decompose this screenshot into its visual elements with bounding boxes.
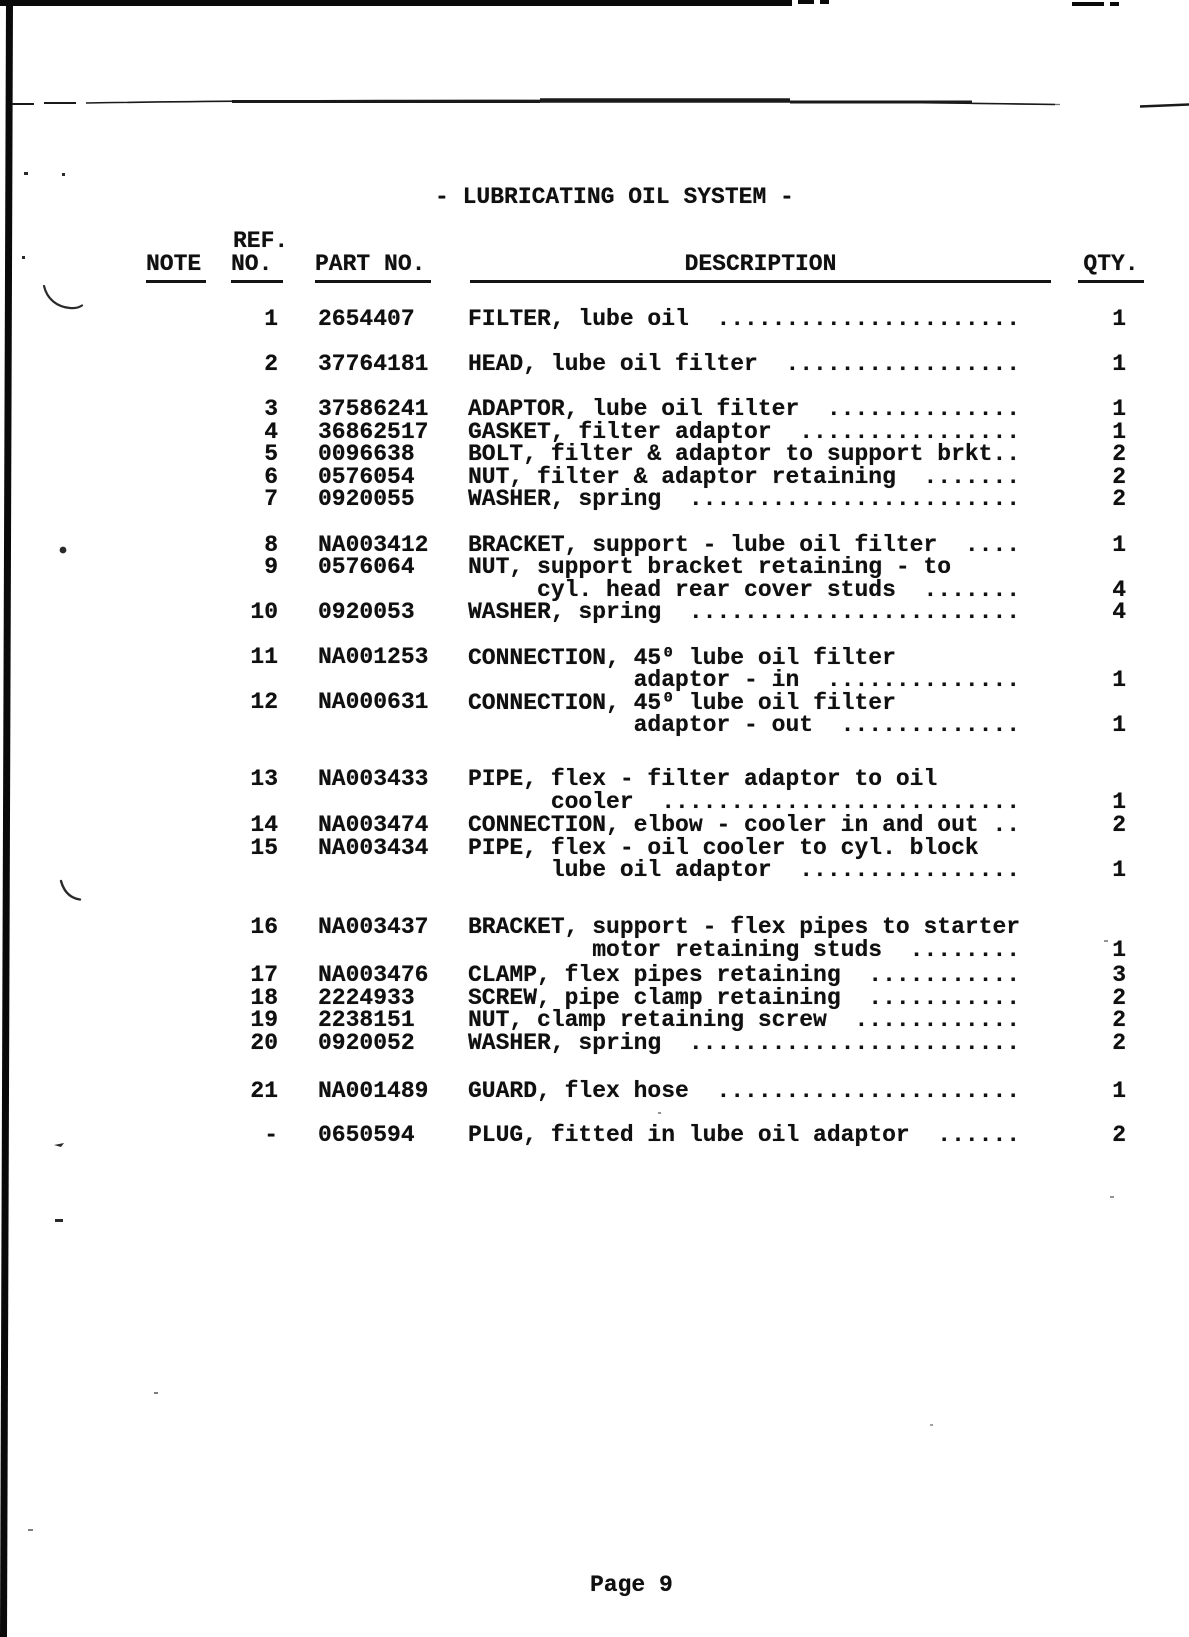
part-cell: 0920053 bbox=[318, 599, 415, 625]
table-row bbox=[0, 532, 1189, 556]
handwritten-check-mark-1 bbox=[44, 286, 82, 308]
qty-header: QTY. bbox=[1078, 251, 1144, 283]
qty-cell: 3 bbox=[1112, 962, 1126, 988]
table-row bbox=[0, 306, 1189, 330]
desc-cell: FILTER, lube oil ...................... bbox=[468, 306, 1021, 332]
part-cell: 2654407 bbox=[318, 306, 415, 332]
desc-cell: WASHER, spring ........................ bbox=[468, 599, 1021, 625]
desc-cell: CONNECTION, 45⁰ lube oil filter bbox=[468, 690, 896, 716]
part-cell: NA003437 bbox=[318, 914, 429, 940]
ref-cell: 21 bbox=[250, 1078, 278, 1104]
qty-cell: 2 bbox=[1112, 985, 1126, 1011]
ref-cell: 5 bbox=[264, 441, 278, 467]
part-cell: 0096638 bbox=[318, 441, 415, 467]
handwritten-check-mark-2 bbox=[61, 881, 80, 900]
ref-cell: 12 bbox=[250, 689, 278, 715]
qty-cell: 1 bbox=[1112, 857, 1126, 883]
qty-cell: 1 bbox=[1112, 396, 1126, 422]
desc-cell: PLUG, fitted in lube oil adaptor ...... bbox=[468, 1122, 1021, 1148]
table-row bbox=[0, 1007, 1189, 1031]
table-row bbox=[0, 712, 1189, 736]
table-row bbox=[0, 1030, 1189, 1054]
part-cell: 0650594 bbox=[318, 1122, 415, 1148]
table-row bbox=[0, 789, 1189, 813]
part-cell: 37764181 bbox=[318, 351, 429, 377]
desc-cell: HEAD, lube oil filter ................. bbox=[468, 351, 1021, 377]
part-cell: NA003476 bbox=[318, 962, 429, 988]
ref-cell: 2 bbox=[264, 351, 278, 377]
part-cell: NA001253 bbox=[318, 644, 429, 670]
table-row bbox=[0, 835, 1189, 859]
desc-cell: motor retaining studs ........ bbox=[468, 937, 1021, 963]
table-row bbox=[0, 857, 1189, 881]
table-row bbox=[0, 599, 1189, 623]
table-row bbox=[0, 766, 1189, 790]
qty-cell: 4 bbox=[1112, 599, 1126, 625]
ref-cell: 7 bbox=[264, 486, 278, 512]
part-cell: NA003474 bbox=[318, 812, 429, 838]
table-row bbox=[0, 577, 1189, 601]
desc-cell: adaptor - out ............. bbox=[468, 712, 1021, 738]
desc-cell: adaptor - in .............. bbox=[468, 667, 1021, 693]
table-row bbox=[0, 1122, 1189, 1146]
ref-cell: 8 bbox=[264, 532, 278, 558]
part-no-header: PART NO. bbox=[315, 251, 431, 283]
desc-cell: BOLT, filter & adaptor to support brkt.. bbox=[468, 441, 1021, 467]
qty-cell: 4 bbox=[1112, 577, 1126, 603]
ref-cell: 10 bbox=[250, 599, 278, 625]
table-row bbox=[0, 667, 1189, 691]
scan-horizontal-line bbox=[12, 100, 1189, 106]
ref-cell: 17 bbox=[250, 962, 278, 988]
desc-cell: PIPE, flex - oil cooler to cyl. block bbox=[468, 835, 979, 861]
ref-cell: 11 bbox=[250, 644, 278, 670]
table-row bbox=[0, 396, 1189, 420]
part-cell: 36862517 bbox=[318, 419, 429, 445]
table-row bbox=[0, 419, 1189, 443]
desc-cell: BRACKET, support - lube oil filter .... bbox=[468, 532, 1021, 558]
part-cell: 0920055 bbox=[318, 486, 415, 512]
table-row bbox=[0, 351, 1189, 375]
page-title: - LUBRICATING OIL SYSTEM - bbox=[435, 184, 794, 210]
qty-cell: 2 bbox=[1112, 812, 1126, 838]
desc-cell: WASHER, spring ........................ bbox=[468, 486, 1021, 512]
ref-cell: 4 bbox=[264, 419, 278, 445]
desc-cell: cyl. head rear cover studs ....... bbox=[468, 577, 1021, 603]
qty-cell: 1 bbox=[1112, 667, 1126, 693]
ref-cell: 3 bbox=[264, 396, 278, 422]
ref-cell: 15 bbox=[250, 835, 278, 861]
desc-cell: cooler .......................... bbox=[468, 789, 1021, 815]
desc-cell: BRACKET, support - flex pipes to starter bbox=[468, 914, 1021, 940]
qty-cell: 1 bbox=[1112, 306, 1126, 332]
desc-cell: CONNECTION, 45⁰ lube oil filter bbox=[468, 645, 896, 671]
desc-cell: CONNECTION, elbow - cooler in and out .. bbox=[468, 812, 1021, 838]
desc-cell: lube oil adaptor ................ bbox=[468, 857, 1021, 883]
table-row bbox=[0, 486, 1189, 510]
desc-cell: NUT, clamp retaining screw ............ bbox=[468, 1007, 1021, 1033]
qty-cell: 1 bbox=[1112, 419, 1126, 445]
qty-cell: 2 bbox=[1112, 486, 1126, 512]
table-row bbox=[0, 689, 1189, 716]
desc-cell: NUT, support bracket retaining - to bbox=[468, 554, 952, 580]
part-cell: NA003434 bbox=[318, 835, 429, 861]
table-row bbox=[0, 644, 1189, 671]
part-cell: 0920052 bbox=[318, 1030, 415, 1056]
qty-cell: 2 bbox=[1112, 1007, 1126, 1033]
ref-header-line1: REF. bbox=[233, 228, 289, 254]
part-cell: NA003412 bbox=[318, 532, 429, 558]
qty-cell: 1 bbox=[1112, 712, 1126, 738]
ref-cell: 9 bbox=[264, 554, 278, 580]
ref-cell: 16 bbox=[250, 914, 278, 940]
ref-cell: 13 bbox=[250, 766, 278, 792]
desc-cell: GASKET, filter adaptor ................ bbox=[468, 419, 1021, 445]
scan-top-edge-bar bbox=[0, 0, 792, 6]
table-row bbox=[0, 441, 1189, 465]
desc-cell: GUARD, flex hose ...................... bbox=[468, 1078, 1021, 1104]
desc-cell: ADAPTOR, lube oil filter .............. bbox=[468, 396, 1021, 422]
part-cell: NA001489 bbox=[318, 1078, 429, 1104]
desc-cell: SCREW, pipe clamp retaining ........... bbox=[468, 985, 1021, 1011]
part-cell: 0576054 bbox=[318, 464, 415, 490]
ref-cell: - bbox=[264, 1122, 278, 1148]
desc-cell: NUT, filter & adaptor retaining ....... bbox=[468, 464, 1021, 490]
description-header: DESCRIPTION bbox=[470, 251, 1051, 283]
ref-cell: 19 bbox=[250, 1007, 278, 1033]
part-cell: 2224933 bbox=[318, 985, 415, 1011]
table-row bbox=[0, 464, 1189, 488]
part-cell: 37586241 bbox=[318, 396, 429, 422]
desc-cell: CLAMP, flex pipes retaining ........... bbox=[468, 962, 1021, 988]
qty-cell: 1 bbox=[1112, 1078, 1126, 1104]
table-row bbox=[0, 962, 1189, 986]
table-row bbox=[0, 554, 1189, 578]
qty-cell: 1 bbox=[1112, 351, 1126, 377]
part-cell: 2238151 bbox=[318, 1007, 415, 1033]
ref-header-line2: NO. bbox=[231, 251, 283, 283]
part-cell: NA000631 bbox=[318, 689, 429, 715]
table-row bbox=[0, 1078, 1189, 1102]
ref-cell: 1 bbox=[264, 306, 278, 332]
qty-cell: 2 bbox=[1112, 464, 1126, 490]
qty-cell: 1 bbox=[1112, 789, 1126, 815]
part-cell: NA003433 bbox=[318, 766, 429, 792]
table-row bbox=[0, 985, 1189, 1009]
qty-cell: 1 bbox=[1112, 532, 1126, 558]
table-row bbox=[0, 937, 1189, 961]
note-header: NOTE bbox=[146, 251, 206, 283]
qty-cell: 2 bbox=[1112, 1122, 1126, 1148]
desc-cell: WASHER, spring ........................ bbox=[468, 1030, 1021, 1056]
ref-cell: 20 bbox=[250, 1030, 278, 1056]
ref-cell: 18 bbox=[250, 985, 278, 1011]
table-row bbox=[0, 914, 1189, 938]
ref-cell: 14 bbox=[250, 812, 278, 838]
ref-cell: 6 bbox=[264, 464, 278, 490]
table-row bbox=[0, 812, 1189, 836]
qty-cell: 2 bbox=[1112, 441, 1126, 467]
part-cell: 0576064 bbox=[318, 554, 415, 580]
desc-cell: PIPE, flex - filter adaptor to oil bbox=[468, 766, 938, 792]
qty-cell: 2 bbox=[1112, 1030, 1126, 1056]
qty-cell: 1 bbox=[1112, 937, 1126, 963]
page-number: Page 9 bbox=[590, 1572, 673, 1598]
